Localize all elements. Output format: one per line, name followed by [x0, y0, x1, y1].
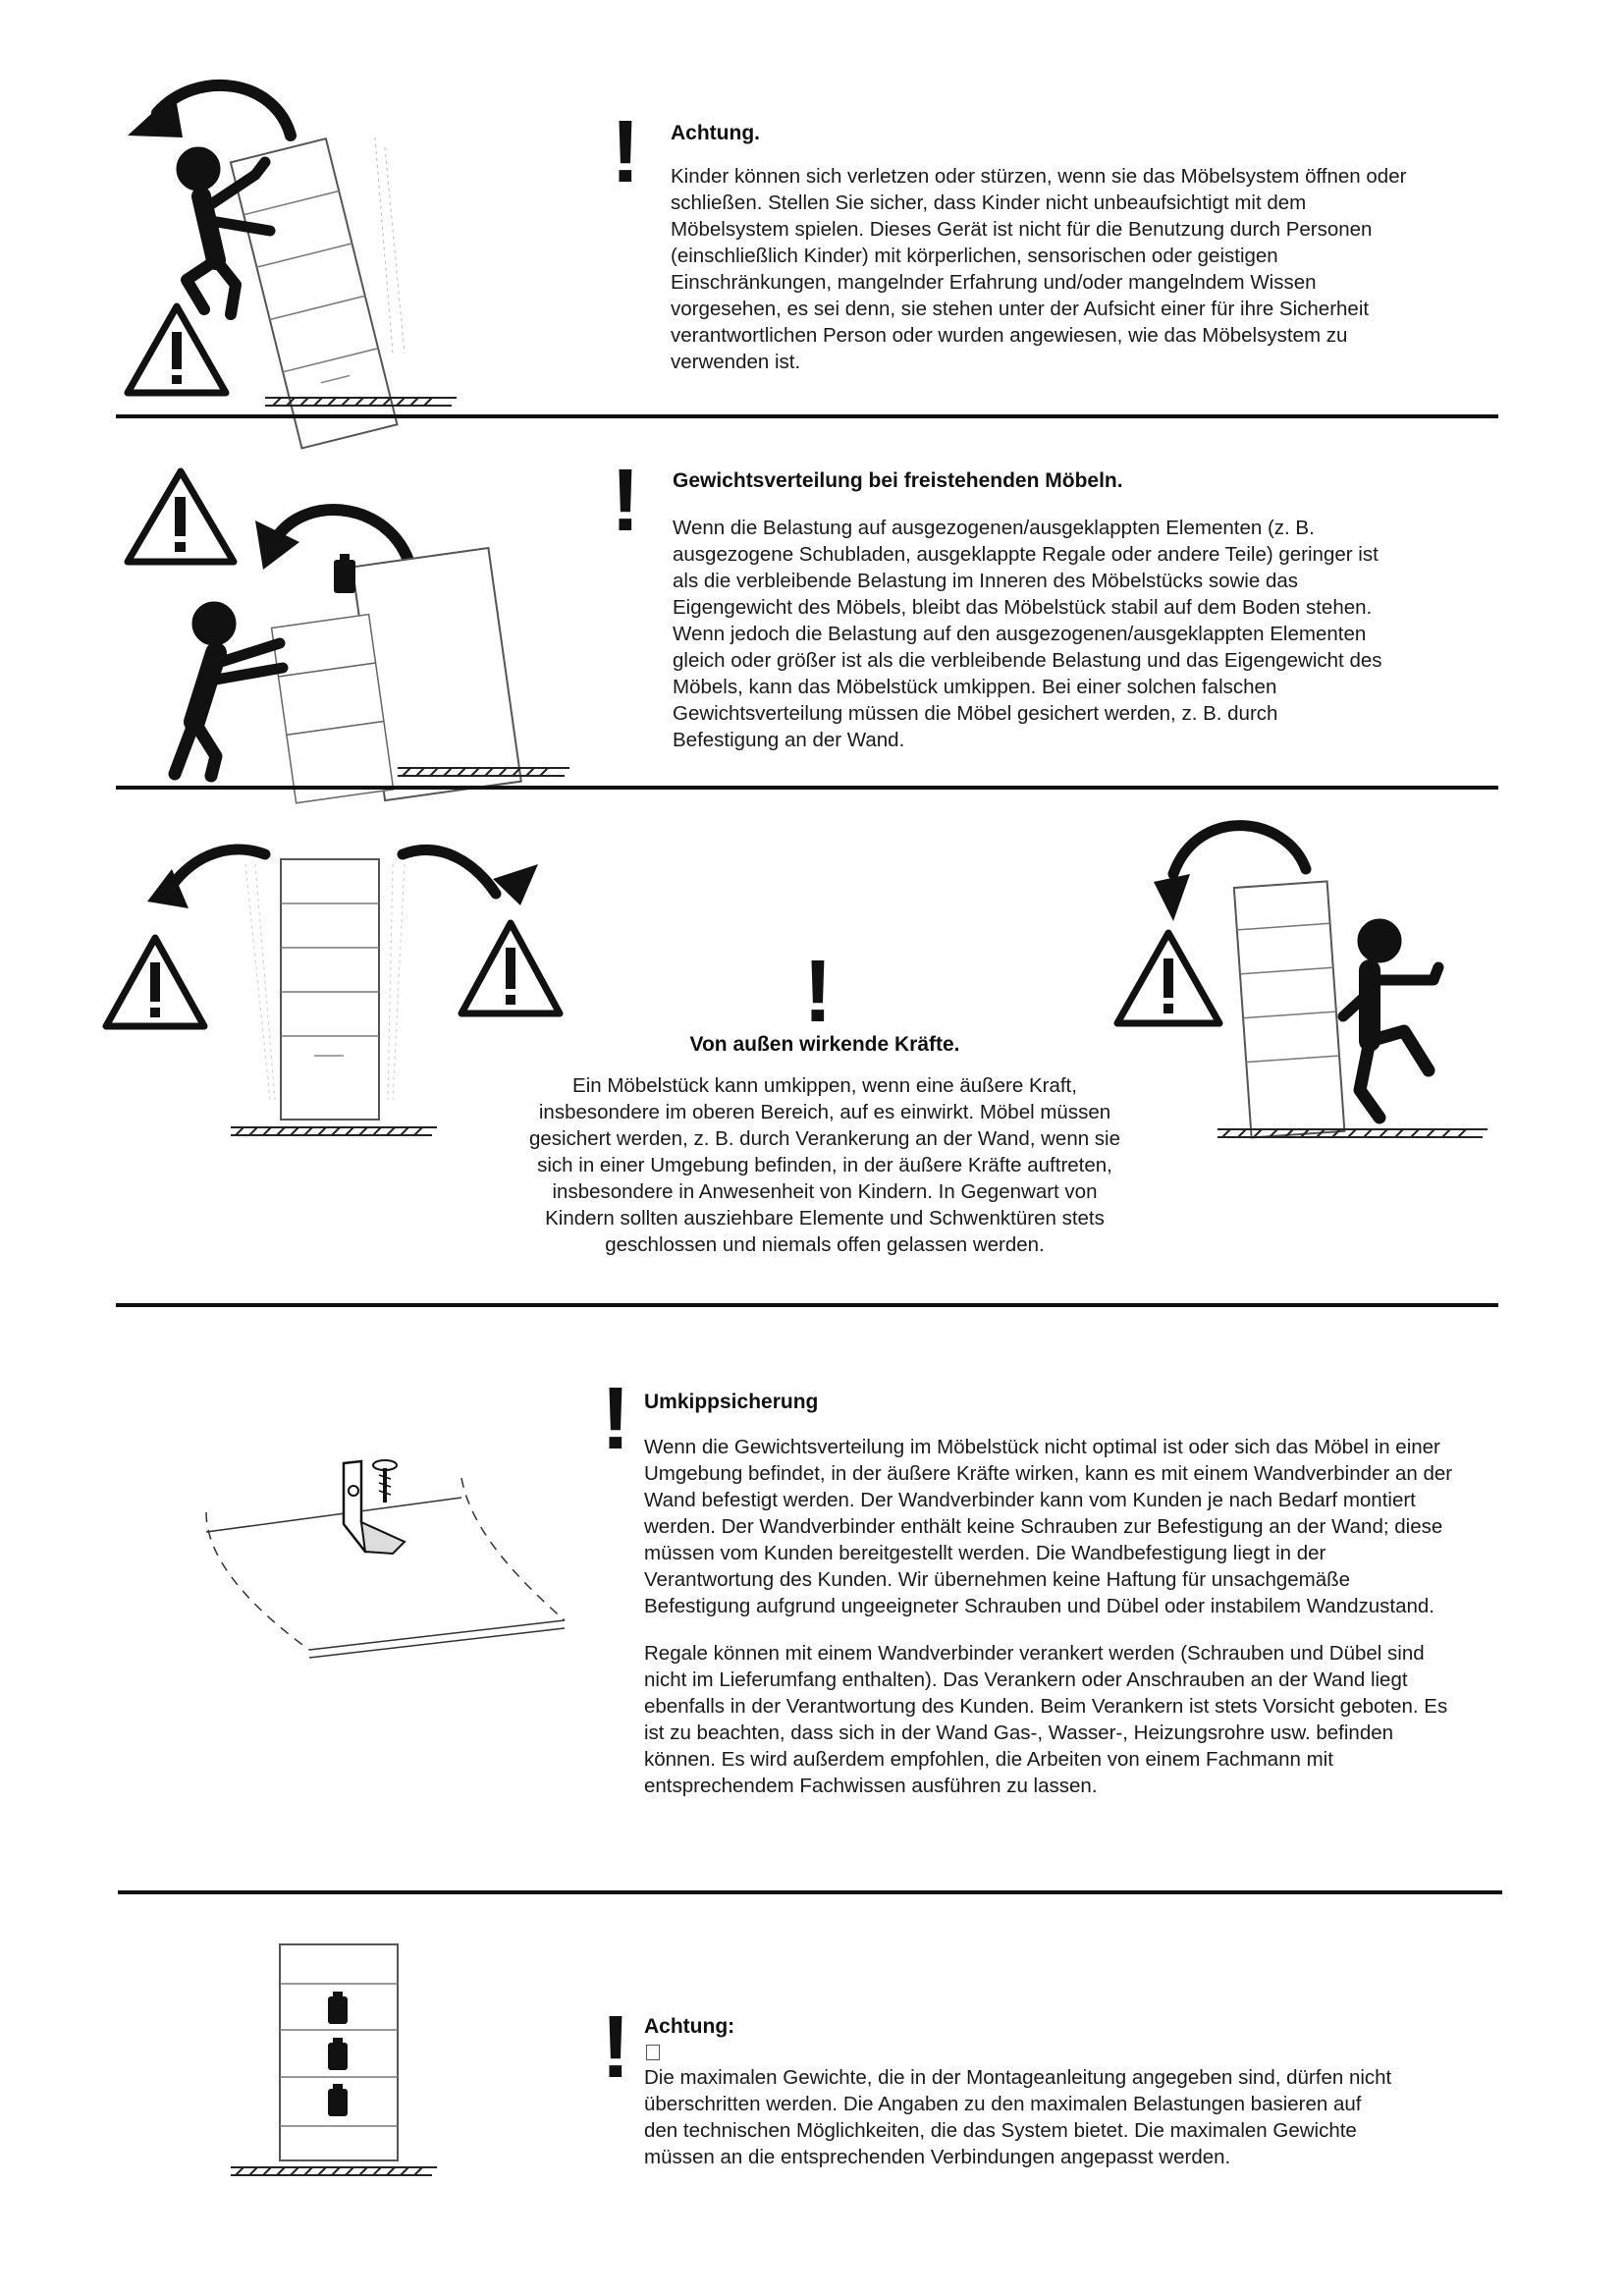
screw-icon	[373, 1460, 397, 1503]
figure-weight-distribution	[118, 462, 589, 805]
warning-triangle-icon	[128, 471, 234, 562]
exclamation-icon: !	[601, 1370, 630, 1468]
warning-triangle-icon	[106, 938, 204, 1026]
child-figure-icon	[175, 602, 283, 776]
section4-text: Wenn die Gewichtsverteilung im Möbelstück nicht optimal ist oder sich das Möbel in einer Umgebung befindet, in der äußere Kräfte wirken, kann es mit einem Wandverbinder an der Wand befestigt werden. Der Wandverbinder kann vom Kunden je nach Bedarf montiert werden. Der Wandverbinder enthält keine Schrauben zur Befestigung an der Wand; diese müssen vom Kunden bereitgestellt werden. Die Wandbefestigung liegt in der Verantwortung des Kunden. Wir übernehmen keine Haftung für unsachgemäße Befestigung aufgrund ungeeigneter Schrauben und Dübel oder instabilem Wandzustand.	[644, 1436, 1453, 1617]
section5-heading: Achtung:	[644, 2015, 735, 2038]
section-divider	[116, 414, 1498, 418]
exclamation-icon: !	[601, 1998, 630, 2097]
section5-text: Die maximalen Gewichte, die in der Montageanleitung angegeben sind, dürfen nicht überschritten werden. Die Angaben zu den maximalen Belastungen basieren auf den technischen Möglichkeiten, die das System bietet. Die maximalen Gewichte müssen an die entsprechenden Verbindungen angepasst werden.	[644, 2066, 1392, 2168]
child-figure-icon	[177, 147, 270, 314]
figure-right-arrow-triangle	[452, 825, 569, 1041]
floor-hatch	[231, 1127, 437, 1135]
warning-triangle-icon	[461, 923, 560, 1013]
figure-max-weights	[226, 1940, 452, 2195]
cabinet	[281, 859, 379, 1120]
tilted-cabinet	[265, 548, 521, 813]
rotate-arrow-icon	[128, 85, 291, 137]
placeholder-box	[646, 2045, 660, 2060]
section2-heading: Gewichtsverteilung bei freistehenden Möbeln.	[673, 469, 1123, 492]
section4-text2: Regale können mit einem Wandverbinder verankert werden (Schrauben und Dübel sind nicht im Lieferumfang enthalten). Das Verankern oder Anschrauben an der Wand liegt ebenfalls in der Verantwortung des Kunden. Beim Verankern ist stets Vorsicht geboten. Es ist zu beachten, dass sich in der Wand Gas-, Wasser-, Heizungsrohre usw. befinden können. Es wird außerdem empfohlen, die Arbeiten von einem Fachmann mit entsprechendem Fachwissen ausführen zu lassen.	[644, 1642, 1448, 1797]
section-divider	[118, 1890, 1502, 1894]
section3-heading: Von außen wirkende Kräfte.	[689, 1033, 960, 1056]
figure-cabinet-both-sides	[98, 825, 452, 1149]
arrow-head	[493, 864, 538, 905]
section1-text: Kinder können sich verletzen oder stürzen, wenn sie das Möbelsystem öffnen oder schließen. Stellen Sie sicher, dass Kinder nicht unbeaufsichtigt mit dem Möbelsystem spielen. Dieses Gerät ist nicht für die Benutzung durch Personen (einschließlich Kinder) mit körperlichen, sensorischen oder geistigen Einschränkungen, mangelnder Erfahrung und/oder mangelndem Wissen vorgesehen, es sei denn, sie stehen unter der Aufsicht einer für ihre Sicherheit verantwortlichen Person oder wurden angewiesen, wie das Möbelsystem zu verwenden ist.	[671, 165, 1407, 373]
section1-heading: Achtung.	[671, 122, 760, 144]
figure-child-climbing	[118, 59, 471, 422]
exclamation-icon: !	[611, 452, 640, 550]
weight-icon	[334, 554, 355, 593]
wall-bracket-icon	[344, 1461, 405, 1554]
section2-text: Wenn die Belastung auf ausgezogenen/ausgeklappten Elementen (z. B. ausgezogene Schubladen, ausgeklappte Regale oder andere Teile) geringer ist als die verbleibende Belastung im Inneren des Möbelstücks sowie das Eigengewicht des Möbels, bleibt das Möbelstück stabil auf dem Boden stehen. Wenn jedoch die Belastung auf den ausgezogenen/ausgeklappten Elementen gleich oder größer ist als die verbleibende Belastung und das Eigengewicht des Möbels, kann das Möbelstück umkippen. Bei einer solchen falschen Gewichtsverteilung müssen die Möbel gesichert werden, z. B. durch Befestigung an der Wand.	[673, 517, 1382, 751]
exclamation-icon: !	[803, 943, 833, 1041]
floor-hatch	[231, 2167, 437, 2175]
child-figure-icon	[1343, 919, 1438, 1118]
section-divider	[116, 786, 1498, 790]
warning-triangle-icon	[1117, 933, 1219, 1023]
section3-text: Ein Möbelstück kann umkippen, wenn eine äußere Kraft, insbesondere im oberen Bereich, auf es einwirkt. Möbel müssen gesichert werden, z. B. durch Verankerung an der Wand, wenn sie sich in einer Umgebung befinden, in der äußere Kräfte auftreten, insbesondere in Anwesenheit von Kindern. In Gegenwart von Kindern sollten ausziehbare Elemente und Schwenktüren stets geschlossen und niemals offen gelassen werden.	[528, 1074, 1121, 1256]
exclamation-icon: !	[611, 103, 640, 201]
figure-wall-bracket	[196, 1444, 569, 1679]
warning-triangle-icon	[128, 306, 226, 393]
tilted-cabinet	[1234, 881, 1345, 1137]
section4-heading: Umkippsicherung	[644, 1391, 819, 1413]
section-divider	[116, 1303, 1498, 1307]
